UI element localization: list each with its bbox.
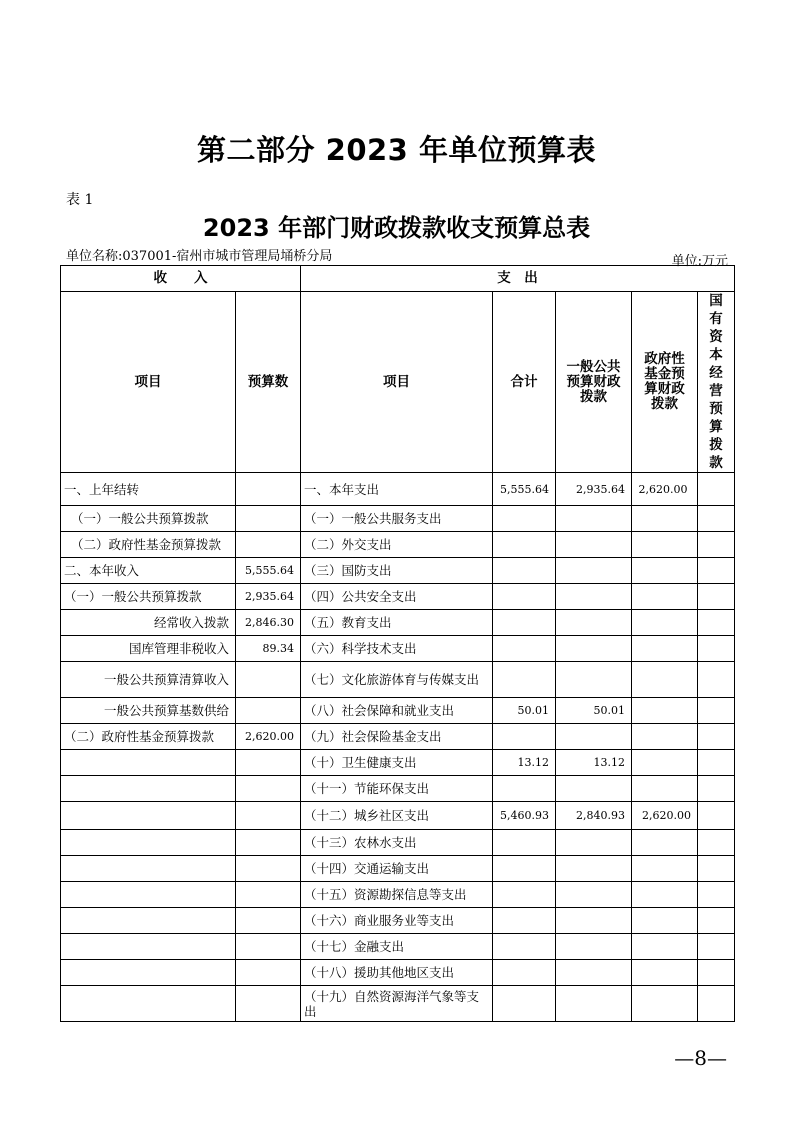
- state-capital-cell: [698, 610, 735, 636]
- state-capital-cell: [698, 908, 735, 934]
- income-budget-cell: [236, 662, 301, 698]
- state-capital-cell: [698, 882, 735, 908]
- table-title: 2023 年部门财政拨款收支预算总表: [202, 214, 591, 242]
- income-budget-cell: [236, 986, 301, 1022]
- income-item-cell: [61, 986, 236, 1022]
- total-cell: [493, 532, 556, 558]
- income-item-cell: [61, 830, 236, 856]
- total-cell: [493, 908, 556, 934]
- income-budget-cell: [236, 750, 301, 776]
- fund-budget-cell: [632, 610, 698, 636]
- income-budget-cell: [236, 882, 301, 908]
- expense-item-cell: （十一）节能环保支出: [301, 776, 493, 802]
- income-budget-cell: [236, 830, 301, 856]
- table-row: [61, 662, 735, 698]
- general-budget-cell: [556, 532, 632, 558]
- general-budget-cell: [556, 856, 632, 882]
- state-capital-cell: [698, 558, 735, 584]
- table-row: [61, 960, 735, 986]
- total-cell: 5,555.64: [493, 473, 556, 506]
- page-number: —8—: [674, 1046, 727, 1070]
- total-cell: [493, 856, 556, 882]
- col-fund-budget: 政府性基金预算财政拨款: [632, 292, 698, 473]
- general-budget-cell: 2,840.93: [556, 802, 632, 830]
- income-budget-cell: [236, 802, 301, 830]
- income-item-cell: [61, 908, 236, 934]
- fund-budget-cell: 2,620.00: [632, 802, 698, 830]
- table-row: [61, 776, 735, 802]
- total-cell: 5,460.93: [493, 802, 556, 830]
- state-capital-cell: [698, 532, 735, 558]
- general-budget-cell: [556, 776, 632, 802]
- expense-item-cell: （十九）自然资源海洋气象等支出: [301, 986, 493, 1022]
- income-item-cell: 一般公共预算清算收入: [61, 662, 236, 698]
- fund-budget-cell: [632, 584, 698, 610]
- state-capital-cell: [698, 776, 735, 802]
- expense-item-cell: （七）文化旅游体育与传媒支出: [301, 662, 493, 698]
- general-budget-cell: 2,935.64: [556, 473, 632, 506]
- expense-item-cell: （三）国防支出: [301, 558, 493, 584]
- table-row: [61, 473, 735, 506]
- total-cell: [493, 610, 556, 636]
- fund-budget-cell: [632, 532, 698, 558]
- fund-budget-cell: [632, 908, 698, 934]
- total-cell: 13.12: [493, 750, 556, 776]
- income-item-cell: 经常收入拨款: [61, 610, 236, 636]
- fund-budget-cell: [632, 856, 698, 882]
- income-budget-cell: 2,935.64: [236, 584, 301, 610]
- budget-table: [60, 265, 735, 1022]
- expense-item-cell: （八）社会保障和就业支出: [301, 698, 493, 724]
- income-budget-cell: [236, 856, 301, 882]
- income-item-cell: [61, 960, 236, 986]
- income-item-cell: （二）政府性基金预算拨款: [61, 724, 236, 750]
- fund-budget-cell: 2,620.00: [632, 473, 698, 506]
- general-budget-cell: [556, 724, 632, 750]
- part-title: 第二部分 2023 年单位预算表: [197, 133, 596, 167]
- state-capital-cell: [698, 986, 735, 1022]
- col-state-capital: 国有资本经营预算拨款: [698, 292, 735, 473]
- col-income-item: 项目: [61, 292, 236, 473]
- total-cell: [493, 584, 556, 610]
- expense-header: 支 出: [301, 266, 735, 292]
- expense-item-cell: （十七）金融支出: [301, 934, 493, 960]
- expense-item-cell: （一）一般公共服务支出: [301, 506, 493, 532]
- income-item-cell: 一、上年结转: [61, 473, 236, 506]
- income-budget-cell: [236, 698, 301, 724]
- total-cell: [493, 558, 556, 584]
- expense-item-cell: （十八）援助其他地区支出: [301, 960, 493, 986]
- general-budget-cell: [556, 882, 632, 908]
- table-row: [61, 506, 735, 532]
- income-item-cell: [61, 934, 236, 960]
- income-budget-cell: 2,846.30: [236, 610, 301, 636]
- table-row: [61, 610, 735, 636]
- expense-item-cell: （十二）城乡社区支出: [301, 802, 493, 830]
- table-row: [61, 750, 735, 776]
- general-budget-cell: [556, 908, 632, 934]
- total-cell: [493, 986, 556, 1022]
- income-item-cell: [61, 776, 236, 802]
- expense-item-cell: （十四）交通运输支出: [301, 856, 493, 882]
- income-item-cell: （一）一般公共预算拨款: [61, 506, 236, 532]
- state-capital-cell: [698, 506, 735, 532]
- general-budget-cell: [556, 558, 632, 584]
- expense-item-cell: （二）外交支出: [301, 532, 493, 558]
- income-item-cell: （一）一般公共预算拨款: [61, 584, 236, 610]
- fund-budget-cell: [632, 776, 698, 802]
- col-general-budget: 一般公共预算财政拨款: [556, 292, 632, 473]
- fund-budget-cell: [632, 986, 698, 1022]
- table-row: [61, 802, 735, 830]
- general-budget-cell: 13.12: [556, 750, 632, 776]
- income-budget-cell: [236, 960, 301, 986]
- total-cell: [493, 882, 556, 908]
- table-row: [61, 698, 735, 724]
- table-row: [61, 856, 735, 882]
- fund-budget-cell: [632, 724, 698, 750]
- state-capital-cell: [698, 698, 735, 724]
- expense-item-cell: （十六）商业服务业等支出: [301, 908, 493, 934]
- table-row: [61, 830, 735, 856]
- state-capital-cell: [698, 750, 735, 776]
- table-row: [61, 532, 735, 558]
- general-budget-cell: [556, 636, 632, 662]
- table-row: [61, 882, 735, 908]
- income-item-cell: 二、本年收入: [61, 558, 236, 584]
- fund-budget-cell: [632, 558, 698, 584]
- general-budget-cell: [556, 610, 632, 636]
- expense-item-cell: （五）教育支出: [301, 610, 493, 636]
- total-cell: [493, 724, 556, 750]
- total-cell: [493, 776, 556, 802]
- fund-budget-cell: [632, 506, 698, 532]
- income-item-cell: 一般公共预算基数供给: [61, 698, 236, 724]
- total-cell: [493, 506, 556, 532]
- column-header-row: [61, 292, 735, 473]
- state-capital-cell: [698, 802, 735, 830]
- general-budget-cell: [556, 960, 632, 986]
- income-budget-cell: [236, 934, 301, 960]
- income-budget-cell: 2,620.00: [236, 724, 301, 750]
- fund-budget-cell: [632, 636, 698, 662]
- expense-item-cell: （九）社会保险基金支出: [301, 724, 493, 750]
- general-budget-cell: [556, 662, 632, 698]
- income-budget-cell: 5,555.64: [236, 558, 301, 584]
- total-cell: 50.01: [493, 698, 556, 724]
- total-cell: [493, 662, 556, 698]
- income-item-cell: [61, 802, 236, 830]
- income-budget-cell: [236, 776, 301, 802]
- state-capital-cell: [698, 724, 735, 750]
- col-expense-item: 项目: [301, 292, 493, 473]
- total-cell: [493, 934, 556, 960]
- state-capital-cell: [698, 584, 735, 610]
- state-capital-cell: [698, 830, 735, 856]
- expense-item-cell: （四）公共安全支出: [301, 584, 493, 610]
- general-budget-cell: [556, 830, 632, 856]
- income-item-cell: [61, 856, 236, 882]
- col-total: 合计: [493, 292, 556, 473]
- state-capital-cell: [698, 662, 735, 698]
- col-income-budget: 预算数: [236, 292, 301, 473]
- general-budget-cell: [556, 506, 632, 532]
- income-budget-cell: [236, 473, 301, 506]
- income-item-cell: 国库管理非税收入: [61, 636, 236, 662]
- table-row: [61, 636, 735, 662]
- table-number: 表 1: [66, 192, 94, 208]
- fund-budget-cell: [632, 662, 698, 698]
- fund-budget-cell: [632, 960, 698, 986]
- fund-budget-cell: [632, 698, 698, 724]
- unit-name: 单位名称:037001-宿州市城市管理局埇桥分局: [66, 249, 333, 264]
- table-row: [61, 584, 735, 610]
- expense-item-cell: （六）科学技术支出: [301, 636, 493, 662]
- total-cell: [493, 636, 556, 662]
- total-cell: [493, 830, 556, 856]
- table-row: [61, 986, 735, 1022]
- total-cell: [493, 960, 556, 986]
- income-budget-cell: [236, 532, 301, 558]
- fund-budget-cell: [632, 934, 698, 960]
- expense-item-cell: （十）卫生健康支出: [301, 750, 493, 776]
- income-item-cell: [61, 882, 236, 908]
- state-capital-cell: [698, 856, 735, 882]
- expense-item-cell: （十三）农林水支出: [301, 830, 493, 856]
- income-budget-cell: 89.34: [236, 636, 301, 662]
- expense-item-cell: （十五）资源勘探信息等支出: [301, 882, 493, 908]
- income-budget-cell: [236, 506, 301, 532]
- table-row: [61, 724, 735, 750]
- general-budget-cell: [556, 934, 632, 960]
- state-capital-cell: [698, 934, 735, 960]
- expense-item-cell: 一、本年支出: [301, 473, 493, 506]
- table-row: [61, 908, 735, 934]
- general-budget-cell: [556, 986, 632, 1022]
- fund-budget-cell: [632, 830, 698, 856]
- unit-label: 单位:万元: [671, 254, 728, 269]
- table-row: [61, 558, 735, 584]
- income-item-cell: （二）政府性基金预算拨款: [61, 532, 236, 558]
- state-capital-cell: [698, 636, 735, 662]
- fund-budget-cell: [632, 750, 698, 776]
- income-item-cell: [61, 750, 236, 776]
- group-header-row: [61, 266, 735, 292]
- general-budget-cell: 50.01: [556, 698, 632, 724]
- table-row: [61, 934, 735, 960]
- state-capital-cell: [698, 960, 735, 986]
- general-budget-cell: [556, 584, 632, 610]
- income-budget-cell: [236, 908, 301, 934]
- state-capital-cell: [698, 473, 735, 506]
- fund-budget-cell: [632, 882, 698, 908]
- income-header: 收 入: [61, 266, 301, 292]
